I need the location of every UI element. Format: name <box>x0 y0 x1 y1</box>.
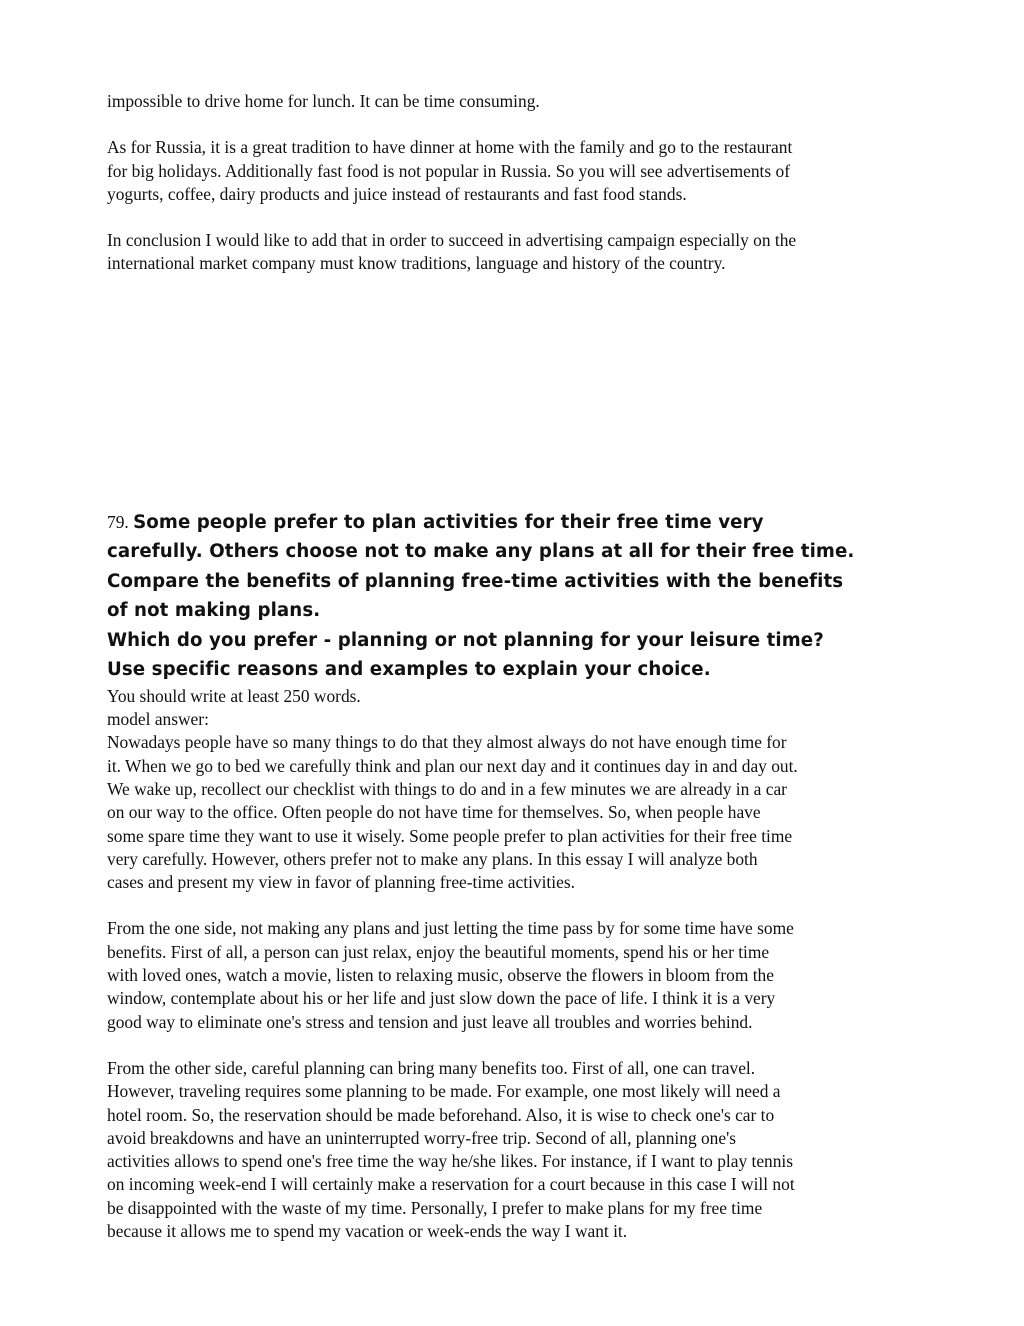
intro-paragraph-2: As for Russia, it is a great tradition to have dinner at home with the family and go to the restaurant for big holidays. Additionally fast food is not popular in Russia. So you will see advertisements of yogurts, coffee, dairy products and juice instead of restaurants and fast food stands. <box>107 137 793 204</box>
question-text: Some people prefer to plan activities for their free time very carefully. Others choose not to make any plans at all for their free time. Compare the benefits of planning free-time activities with the benefits of not making plans. Which do you prefer - planning or not planning for your leisure time? Use specific reasons and examples to explain your choice. <box>107 511 855 681</box>
answer-paragraph-2: From the one side, not making any plans and just letting the time pass by for some time have some benefits. First of all, a person can just relax, enjoy the beautiful moments, spend his or her time with loved ones, watch a movie, listen to relaxing music, observe the flowers in bloom from the window, contemplate about his or her life and just slow down the pace of life. I think it is a very good way to eliminate one's stress and tension and just leave all troubles and worries behind. <box>107 918 794 1032</box>
document-page <box>107 90 907 1243</box>
paragraph-gap <box>107 1034 907 1057</box>
intro-paragraph-3: In conclusion I would like to add that in order to succeed in advertising campaign especially on the international market company must know traditions, language and history of the country. <box>107 230 797 274</box>
model-answer-label: model answer: <box>107 709 209 730</box>
paragraph-gap <box>107 113 907 136</box>
answer-paragraph-3: From the other side, careful planning can bring many benefits too. First of all, one can travel. However, traveling requires some planning to be made. For example, one most likely will need a hotel room. So, the reservation should be made beforehand. Also, it is wise to check one's car to avoid breakdowns and have an uninterrupted worry-free trip. Second of all, planning one's activities allows to spend one's free time the way he/she likes. For instance, if I want to play tennis on incoming week-end I will certainly make a reservation for a court because in this case I will not be disappointed with the waste of my time. Personally, I prefer to make plans for my free time because it allows me to spend my vacation or week-ends the way I want it. <box>107 1057 795 1242</box>
intro-paragraph-1: impossible to drive home for lunch. It can be time consuming. <box>107 91 540 111</box>
paragraph-gap <box>107 894 907 917</box>
min-words-instruction: You should write at least 250 words. <box>107 685 361 706</box>
answer-paragraph-1: Nowadays people have so many things to do that they almost always do not have enough time for it. When we go to bed we carefully think and plan our next day and it continues day in and day out. We wake up, recollect our checklist with things to do and in a few minutes we are already in a car on our way to the office. Often people do not have time for themselves. So, when people have some spare time they want to use it wisely. Some people prefer to plan activities for their free time very carefully. However, others prefer not to make any plans. In this essay I will analyze both cases and present my view in favor of planning free-time activities. <box>107 732 798 893</box>
question-block <box>107 508 907 1244</box>
question-prompt <box>107 508 907 685</box>
paragraph-gap <box>107 206 907 229</box>
question-number: 79. <box>107 511 134 532</box>
